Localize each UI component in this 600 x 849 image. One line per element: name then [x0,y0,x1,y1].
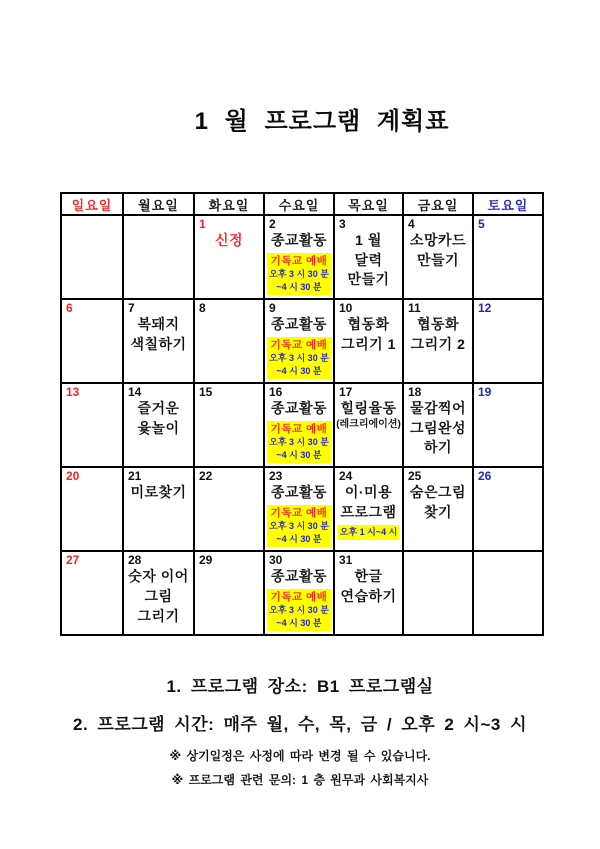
activity-block [124,315,193,357]
activity-label: 한글 [354,568,383,585]
highlight-label: 오후 3 시 30 분 [269,353,329,363]
activity-label: 미로찾기 [130,484,187,501]
activity-block [265,483,333,550]
date-number: 31 [339,553,353,568]
day-header-label: 수요일 [264,193,334,215]
highlight-label: ~4 시 30 분 [276,282,322,292]
calendar-cell [334,467,403,551]
highlight-label: 오후 3 시 30 분 [269,268,329,279]
calendar-cell [61,383,123,467]
calendar-cell [264,467,334,551]
activity-label: 종교활동 [270,316,328,333]
activity-label: 협동화 [416,316,460,333]
activity-block [404,315,472,357]
highlight-label: 기독교 예배 [270,422,328,435]
activity-label: 색칠하기 [130,335,187,352]
activity-label: 연습하기 [340,587,397,604]
date-number: 21 [128,469,142,484]
calendar-cell [194,551,264,635]
calendar-cell [264,215,334,299]
highlight-label: 기독교 예배 [270,506,328,519]
calendar-cell [473,383,543,467]
footer-time: 2. 프로그램 시간: 매주 월, 수, 목, 금 / 오후 2 시~3 시 [73,715,527,735]
date-number: 14 [128,385,142,400]
activity-label: 즐거운 [137,400,180,417]
day-header-row [61,193,543,215]
activity-label: 숫자 이어 [128,568,189,585]
date-number: 12 [478,301,492,316]
activity-label: 그림완성 [409,419,467,436]
date-number: 19 [478,385,492,400]
footer-location: 1. 프로그램 장소: B1 프로그램실 [166,677,434,697]
highlight-label: 오후 3 시 30 분 [269,521,329,532]
activity-label: 윷놀이 [137,419,180,436]
activity-block [335,231,402,293]
activity-label: 그리기 [137,607,180,624]
date-number: 16 [269,385,283,400]
calendar-cell [123,215,194,299]
calendar-week-row [61,383,543,467]
date-number: 29 [199,553,213,568]
activity-label: 숨은그림 [409,484,467,501]
activity-label: 물감찍어 [409,400,467,417]
calendar-cell [264,551,334,635]
highlight-label: ~4 시 30 분 [276,618,322,629]
highlight-label: 오후 3 시 30 분 [269,437,329,448]
calendar-cell [334,215,403,299]
activity-block [124,567,193,629]
activity-label: 종교활동 [270,232,328,249]
calendar-cell [123,299,194,383]
date-number: 8 [199,301,206,316]
date-number: 24 [339,469,353,484]
calendar-cell [334,383,403,467]
calendar-table [60,192,544,636]
date-number: 25 [408,469,422,484]
calendar-cell [194,299,264,383]
activity-label: 이·미용 [344,484,393,501]
date-number: 9 [269,301,276,316]
day-header-label: 화요일 [194,193,264,215]
activity-label: 만들기 [347,271,390,288]
activity-label: 프로그램 [340,503,397,520]
activity-block [404,231,472,273]
calendar-cell [473,551,543,635]
activity-label: 소망카드 [409,232,467,249]
date-number: 2 [269,217,276,231]
calendar-cell [403,215,473,299]
highlight-label: 기독교 예배 [270,590,328,603]
highlight-label: ~4 시 30 분 [276,450,322,461]
activity-label: (레크리에이션) [336,418,401,430]
date-number: 1 [199,217,206,231]
calendar-week-row [61,299,543,383]
calendar-cell [403,467,473,551]
date-number: 26 [478,469,492,484]
activity-block [335,567,402,609]
date-number: 15 [199,385,213,400]
calendar-cell [473,215,543,299]
activity-block [335,399,402,434]
footer-note-contact: ※ 프로그램 관련 문의: 1 층 원무과 사회복지사 [171,773,429,788]
highlight-label: ~4 시 30 분 [276,534,322,545]
activity-label: 하기 [423,439,453,456]
calendar-cell [194,215,264,299]
calendar-cell [264,299,334,383]
activity-label: 만들기 [416,251,460,268]
calendar-cell [264,383,334,467]
day-header-label: 금요일 [403,193,473,215]
date-number: 28 [128,553,142,568]
calendar-cell [61,551,123,635]
date-number: 18 [408,385,422,400]
activity-label: 신정 [214,232,244,249]
highlight-block [338,525,400,540]
calendar-week-row [61,467,543,551]
calendar-cell [334,299,403,383]
activity-label: 1 월 [355,232,382,249]
activity-label: 그리기 1 [341,335,396,352]
activity-label: 협동화 [347,316,390,333]
footer [0,672,600,788]
activity-block [335,483,402,542]
highlight-block [267,421,331,463]
activity-block [124,483,193,506]
page-title: 1 월 프로그램 계획표 [194,108,450,135]
activity-block [265,399,333,466]
calendar-week-row [61,551,543,635]
highlight-label: 기독교 예배 [270,254,328,267]
date-number: 6 [66,301,73,316]
activity-label: 복돼지 [137,316,180,333]
calendar-cell [123,551,194,635]
date-number: 23 [269,469,283,484]
day-header-label: 토요일 [473,193,543,215]
day-header-label: 월요일 [123,193,194,215]
calendar-cell [473,467,543,551]
activity-label: 종교활동 [270,484,328,501]
activity-label: 달력 [354,251,383,268]
highlight-label: 오후 3 시 30 분 [269,605,329,616]
date-number: 5 [478,217,485,231]
calendar-week-row [61,215,543,299]
calendar-cell [403,383,473,467]
calendar-cell [403,299,473,383]
activity-block [265,315,333,382]
highlight-label: 기독교 예배 [270,338,328,351]
date-number: 20 [66,469,80,484]
activity-block [335,315,402,357]
day-header-label: 목요일 [334,193,403,215]
date-number: 27 [66,553,80,568]
activity-block [195,231,263,254]
date-number: 10 [339,301,353,316]
calendar-cell [194,383,264,467]
date-number: 30 [269,553,283,568]
calendar-cell [403,551,473,635]
calendar-cell [334,551,403,635]
activity-label: 종교활동 [270,568,328,585]
date-number: 4 [408,217,415,231]
activity-label: 찾기 [423,503,453,520]
date-number: 3 [339,217,346,231]
date-number: 22 [199,469,213,484]
highlight-block [267,253,331,295]
activity-label: 힐링율동 [340,400,397,417]
calendar-cell [123,383,194,467]
highlight-label: ~4 시 30 분 [276,366,322,377]
highlight-label: 오후 1 시~4 시 [339,526,398,537]
highlight-block [267,505,331,547]
date-number: 17 [339,385,353,400]
activity-block [124,399,193,441]
activity-label: 종교활동 [270,400,328,417]
activity-block [404,483,472,525]
highlight-block [267,589,331,631]
calendar-cell [123,467,194,551]
activity-label: 그리기 2 [410,335,466,352]
highlight-block [267,337,331,379]
footer-note-change: ※ 상기일정은 사정에 따라 변경 될 수 있습니다. [169,749,431,764]
date-number: 13 [66,385,80,400]
calendar-cell [194,467,264,551]
activity-block [404,399,472,461]
activity-block [265,231,333,298]
activity-label: 그림 [144,587,173,604]
calendar-cell [473,299,543,383]
calendar-cell [61,215,123,299]
date-number: 11 [408,301,421,316]
activity-block [265,567,333,634]
calendar-cell [61,467,123,551]
date-number: 7 [128,301,135,316]
calendar-cell [61,299,123,383]
day-header-label: 일요일 [61,193,123,215]
